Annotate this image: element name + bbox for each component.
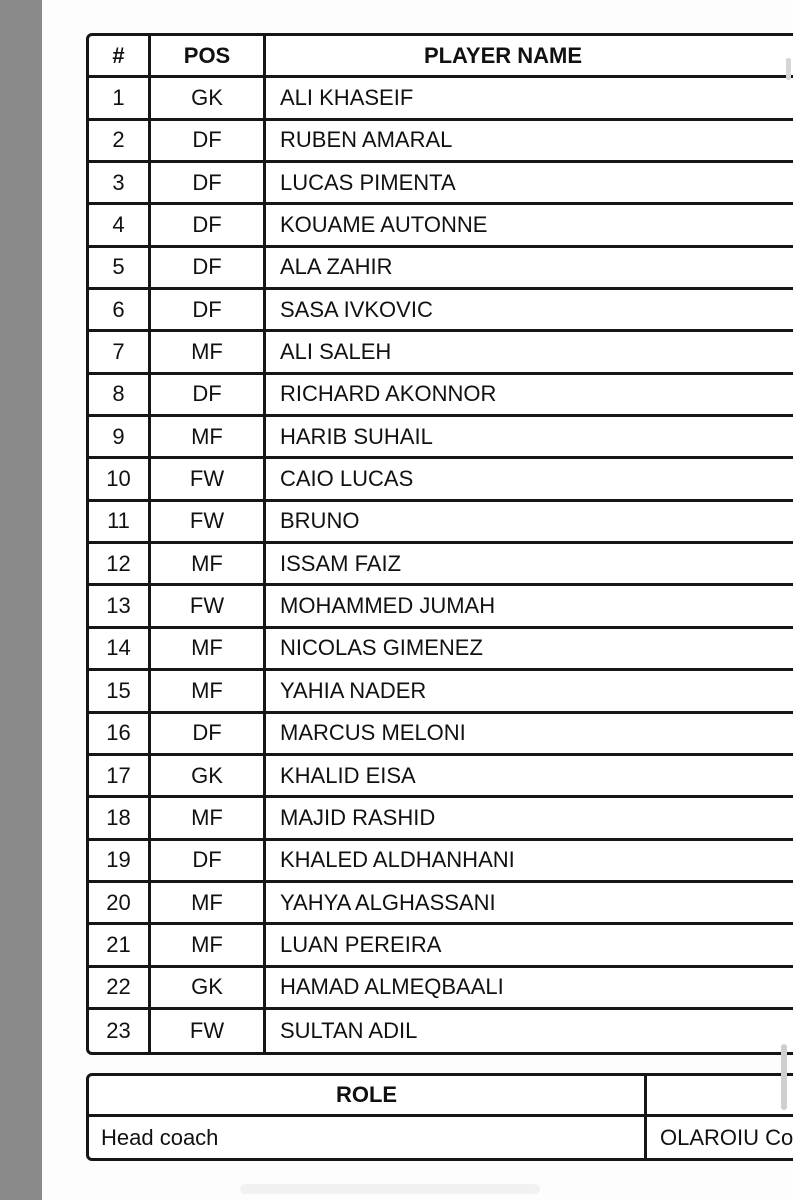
player-name: KOUAME AUTONNE (266, 205, 793, 244)
player-number: 23 (89, 1010, 151, 1052)
player-number: 1 (89, 78, 151, 117)
player-position: FW (151, 502, 266, 541)
player-number: 16 (89, 714, 151, 753)
player-number: 18 (89, 798, 151, 837)
player-position: MF (151, 332, 266, 371)
staff-table (86, 1073, 793, 1161)
staff-name: OLAROIU Co (660, 1124, 793, 1150)
player-name: KHALID EISA (266, 756, 793, 795)
player-number: 10 (89, 459, 151, 498)
header-position: POS (151, 36, 266, 75)
player-position: DF (151, 205, 266, 244)
scroll-handle[interactable] (781, 1044, 787, 1110)
player-row (89, 968, 793, 1010)
player-row (89, 629, 793, 671)
player-position: GK (151, 78, 266, 117)
player-row (89, 798, 793, 840)
player-name: ALI SALEH (266, 332, 793, 371)
player-name: NICOLAS GIMENEZ (266, 629, 793, 668)
header-staff-name (647, 1076, 793, 1114)
player-row (89, 417, 793, 459)
header-role: ROLE (89, 1076, 647, 1114)
player-name: ALA ZAHIR (266, 248, 793, 287)
player-name: SULTAN ADIL (266, 1010, 793, 1052)
player-row (89, 163, 793, 205)
player-position: DF (151, 714, 266, 753)
player-number: 4 (89, 205, 151, 244)
player-position: FW (151, 1010, 266, 1052)
player-number: 20 (89, 883, 151, 922)
player-name: ISSAM FAIZ (266, 544, 793, 583)
player-row (89, 121, 793, 163)
player-position: DF (151, 841, 266, 880)
player-number: 7 (89, 332, 151, 371)
player-number: 12 (89, 544, 151, 583)
staff-row (89, 1117, 793, 1158)
player-name: CAIO LUCAS (266, 459, 793, 498)
player-position: MF (151, 544, 266, 583)
player-row (89, 248, 793, 290)
player-row (89, 756, 793, 798)
player-row (89, 78, 793, 120)
player-name: LUCAS PIMENTA (266, 163, 793, 202)
page-bottom-shadow (240, 1184, 540, 1194)
player-number: 13 (89, 586, 151, 625)
player-row (89, 502, 793, 544)
player-number: 5 (89, 248, 151, 287)
player-position: MF (151, 629, 266, 668)
player-position: MF (151, 671, 266, 710)
player-position: MF (151, 798, 266, 837)
player-name: MOHAMMED JUMAH (266, 586, 793, 625)
player-number: 2 (89, 121, 151, 160)
player-row (89, 375, 793, 417)
player-name: YAHYA ALGHASSANI (266, 883, 793, 922)
player-number: 6 (89, 290, 151, 329)
player-row (89, 671, 793, 713)
player-position: FW (151, 459, 266, 498)
player-row (89, 205, 793, 247)
player-row (89, 544, 793, 586)
player-row (89, 459, 793, 501)
player-position: MF (151, 883, 266, 922)
staff-role: Head coach (89, 1117, 647, 1158)
player-number: 9 (89, 417, 151, 456)
players-table (86, 33, 793, 1055)
player-position: DF (151, 163, 266, 202)
player-number: 3 (89, 163, 151, 202)
player-number: 15 (89, 671, 151, 710)
player-number: 14 (89, 629, 151, 668)
player-number: 21 (89, 925, 151, 964)
player-name: RUBEN AMARAL (266, 121, 793, 160)
player-position: MF (151, 417, 266, 456)
left-margin-bar (0, 0, 42, 1200)
player-name: YAHIA NADER (266, 671, 793, 710)
player-position: GK (151, 968, 266, 1007)
player-name: HARIB SUHAIL (266, 417, 793, 456)
player-row (89, 714, 793, 756)
player-position: DF (151, 375, 266, 414)
player-name: HAMAD ALMEQBAALI (266, 968, 793, 1007)
player-number: 22 (89, 968, 151, 1007)
player-position: FW (151, 586, 266, 625)
player-position: MF (151, 925, 266, 964)
player-row (89, 883, 793, 925)
player-name: MARCUS MELONI (266, 714, 793, 753)
staff-header-row (89, 1076, 793, 1117)
header-player-name: PLAYER NAME (266, 36, 793, 75)
player-name: MAJID RASHID (266, 798, 793, 837)
player-position: GK (151, 756, 266, 795)
player-row (89, 290, 793, 332)
player-row (89, 925, 793, 967)
player-name: SASA IVKOVIC (266, 290, 793, 329)
page-edge-marker (786, 58, 791, 80)
player-name: ALI KHASEIF (266, 78, 793, 117)
player-position: DF (151, 290, 266, 329)
player-number: 11 (89, 502, 151, 541)
players-header-row (89, 36, 793, 78)
player-number: 8 (89, 375, 151, 414)
player-row (89, 332, 793, 374)
player-name: RICHARD AKONNOR (266, 375, 793, 414)
player-row (89, 586, 793, 628)
player-name: BRUNO (266, 502, 793, 541)
player-number: 17 (89, 756, 151, 795)
player-row (89, 841, 793, 883)
player-row (89, 1010, 793, 1052)
header-number: # (89, 36, 151, 75)
player-position: DF (151, 248, 266, 287)
player-name: LUAN PEREIRA (266, 925, 793, 964)
player-position: DF (151, 121, 266, 160)
player-number: 19 (89, 841, 151, 880)
player-name: KHALED ALDHANHANI (266, 841, 793, 880)
